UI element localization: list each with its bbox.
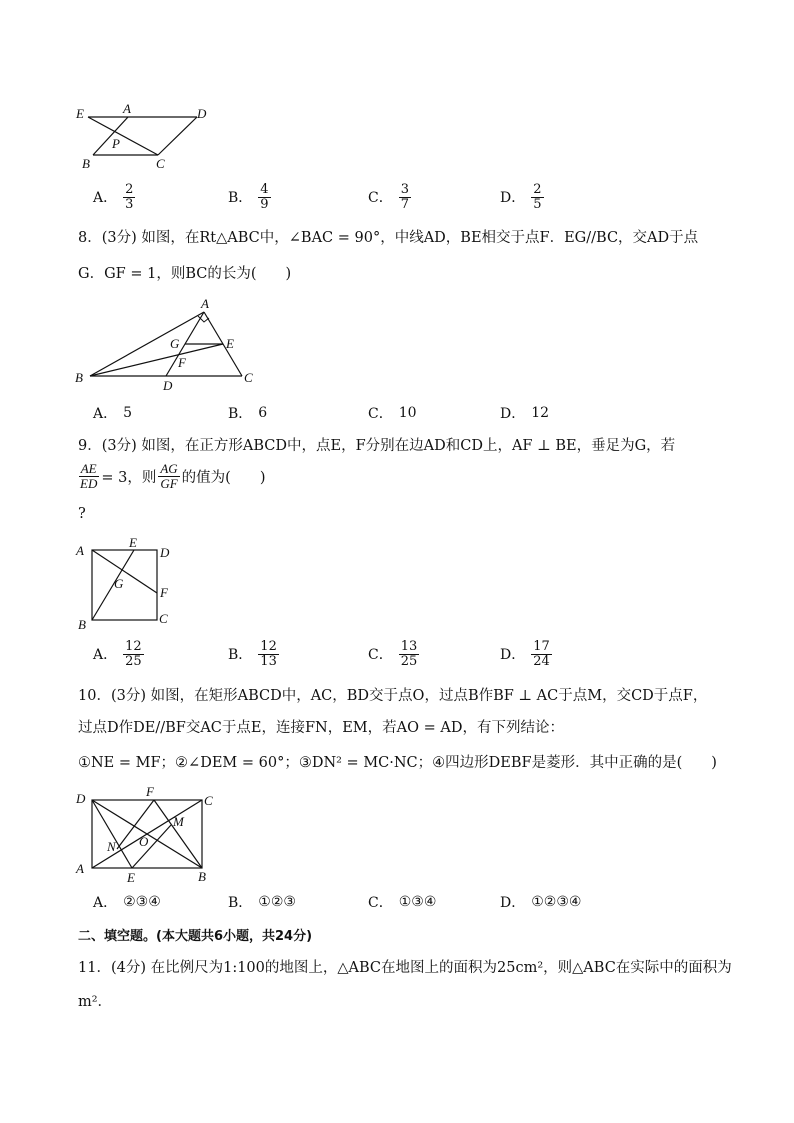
q10-option-d [500,892,581,912]
label-F: F [178,355,186,370]
q8-figure [70,296,270,396]
q9-option-c [368,640,419,668]
numerator: 3 [400,182,409,197]
numerator: 4 [260,182,269,197]
q11-stem-line1: 11．(4分) 在比例尺为1:100的地图上，△ABC在地图上的面积为25cm²，则△ABC在实际中的面积为 [78,960,732,976]
fraction [258,640,279,668]
option-letter: C． [368,647,393,664]
q9-option-a [93,640,144,668]
option-letter: D． [500,647,526,664]
fraction [399,640,420,668]
label-E: E [129,535,137,550]
option-letter: B． [228,895,253,911]
denominator: 25 [125,653,142,669]
q10-option-b [228,892,296,912]
label-E: E [76,106,84,121]
q7-option-d [500,183,544,211]
option-letter: C． [368,406,393,422]
label-B: B [198,869,206,883]
q8-option-b [228,403,267,423]
q8-option-a [93,403,132,423]
q10-option-c [368,892,436,912]
numerator: 12 [125,639,142,654]
denominator: 24 [533,653,550,669]
option-letter: B． [228,406,253,422]
option-letter: D． [500,895,526,911]
option-letter: C． [368,190,393,207]
label-P: P [112,136,120,151]
denominator: 13 [260,653,277,669]
denominator: GF [160,475,178,491]
denominator: 7 [400,196,409,212]
label-M: M [173,814,184,829]
denominator: 25 [400,653,418,669]
label-N: N [107,839,116,854]
label-C: C [159,611,168,626]
label-D: D [197,106,207,121]
label-G: G [114,576,124,591]
option-value: ①③④ [398,894,437,910]
fraction [531,640,552,668]
label-A: A [201,296,209,311]
option-value: 5 [123,405,133,421]
label-B: B [75,370,83,385]
option-value: ①②③④ [531,894,582,910]
denominator: 3 [125,196,134,212]
option-letter: A． [93,406,118,422]
q7-figure [70,100,220,172]
ratio-ag-gf [158,462,179,490]
option-value: 12 [531,405,550,421]
equation-text: = 3，则 [101,469,157,486]
option-value: 6 [258,405,268,421]
option-value: 10 [398,405,417,421]
fraction [123,183,135,211]
q7-option-a [93,183,135,211]
numerator: 13 [400,639,418,654]
q7-option-b [228,183,271,211]
denominator: 9 [260,196,269,212]
q8-stem-line2: G．GF = 1，则BC的长为( ) [78,266,292,282]
q10-option-a [93,892,161,912]
q9-option-d [500,640,552,668]
label-E: E [127,870,135,883]
q9-stem-line1: 9．(3分) 如图，在正方形ABCD中，点E，F分别在边AD和CD上，AF ⊥ BE，垂足为G，若 [78,438,676,454]
denominator: 5 [533,196,542,212]
q8-diagram [70,296,270,396]
q8-option-c [368,403,417,423]
q7-option-c [368,183,411,211]
option-letter: A． [93,895,118,911]
q8-option-d [500,403,549,423]
option-letter: B． [228,190,253,207]
q10-stem-line3: ①NE = MF；②∠DEM = 60°；③DN² = MC·NC；④四边形DEBF是菱形．其中正确的是( ) [78,755,717,771]
label-B: B [82,156,90,171]
option-letter: D． [500,190,526,207]
numerator: 12 [260,639,277,654]
numerator: AE [80,461,97,476]
option-letter: A． [93,647,118,664]
label-G: G [170,336,180,351]
fraction [531,183,543,211]
q10-figure [70,783,230,883]
label-E: E [226,336,234,351]
section-heading-fill-in: 二、填空题。(本大题共6小题，共24分) [78,929,313,944]
q9-question-mark: ? [78,506,86,522]
label-O: O [139,834,149,849]
numerator: AG [160,461,178,476]
q8-stem-line1: 8．(3分) 如图，在Rt△ABC中，∠BAC = 90°，中线AD，BE相交于点F．EG//BC，交AD于点 [78,230,699,246]
q10-stem-line2: 过点D作DE//BF交AC于点E，连接FN，EM，若AO = AD，有下列结论： [78,720,564,736]
numerator: 2 [533,182,542,197]
label-C: C [244,370,253,385]
denominator: ED [80,475,98,491]
label-A: A [76,861,84,876]
fraction [123,640,144,668]
label-D: D [163,378,173,393]
label-C: C [204,793,213,808]
option-letter: C． [368,895,393,911]
label-D: D [76,791,86,806]
q9-stem-line2 [78,462,266,490]
label-C: C [156,156,165,171]
q9-option-b [228,640,279,668]
q9-figure [70,535,190,635]
q10-stem-line1: 10．(3分) 如图，在矩形ABCD中，AC，BD交于点O，过点B作BF ⊥ AC于点M，交CD于点F， [78,688,708,704]
numerator: 17 [533,639,550,654]
label-D: D [160,545,170,560]
q11-stem-line2: m²． [78,994,113,1010]
fraction [399,183,411,211]
q10-diagram [70,783,230,883]
option-letter: A． [93,190,118,207]
option-letter: D． [500,406,526,422]
label-A: A [123,101,131,116]
ratio-ae-ed [78,462,99,490]
option-value: ②③④ [123,894,161,910]
label-B: B [78,617,86,632]
numerator: 2 [125,182,134,197]
label-A: A [76,543,84,558]
fraction [258,183,270,211]
question-tail: 的值为( ) [181,469,266,486]
label-F: F [146,784,154,799]
option-value: ①②③ [258,894,296,910]
label-F: F [160,585,168,600]
q7-diagram [70,100,220,172]
option-letter: B． [228,647,253,664]
q9-diagram [70,535,190,635]
